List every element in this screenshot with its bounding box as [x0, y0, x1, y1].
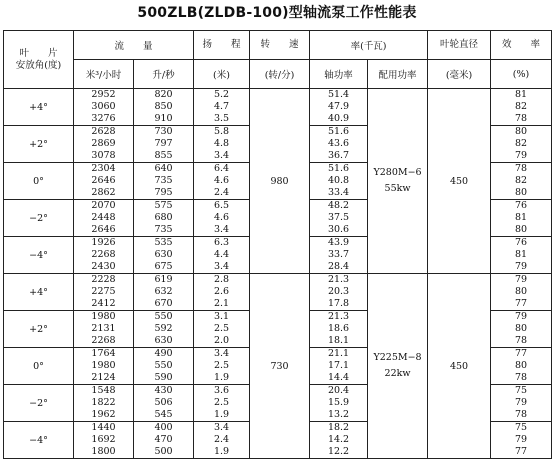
- impeller-diameter-cell: 450: [428, 89, 491, 274]
- shaft-power-cell-value: 48.2: [327, 200, 350, 211]
- motor-power-cell: [368, 274, 428, 459]
- flow-ls-cell-value: 820: [154, 89, 173, 100]
- flow-m3h-cell-value: 3060: [91, 101, 116, 112]
- shaft-power-cell: [310, 237, 368, 274]
- efficiency-cell-value: 75: [514, 422, 528, 433]
- head-cell: [194, 422, 250, 459]
- efficiency-cell-value: 77: [514, 348, 528, 359]
- efficiency-cell-value: 81: [514, 212, 528, 223]
- flow-ls-cell-value: 535: [154, 237, 173, 248]
- shaft-power-cell-value: 51.6: [327, 126, 350, 137]
- flow-m3h-cell: [74, 89, 134, 126]
- header-blade-angle: 叶 片 安放角(度): [4, 31, 74, 89]
- flow-m3h-cell: [74, 274, 134, 311]
- flow-m3h-cell: [74, 422, 134, 459]
- shaft-power-cell-value: 43.6: [327, 138, 350, 149]
- head-cell-value: 3.4: [213, 224, 230, 235]
- head-cell: [194, 163, 250, 200]
- table-body: [4, 89, 552, 459]
- flow-m3h-cell: [74, 126, 134, 163]
- blade-angle-cell: +2°: [4, 311, 74, 348]
- shaft-power-cell: [310, 126, 368, 163]
- head-cell-value: 3.4: [213, 150, 230, 161]
- motor-power-cell: [368, 89, 428, 274]
- flow-m3h-cell-value: 2952: [91, 89, 116, 100]
- head-cell: [194, 348, 250, 385]
- blade-angle-cell: −4°: [4, 237, 74, 274]
- flow-m3h-cell: [74, 348, 134, 385]
- flow-m3h-cell: [74, 311, 134, 348]
- flow-ls-cell-value: 550: [154, 360, 173, 371]
- table-row: [4, 274, 552, 311]
- performance-table: [3, 30, 552, 459]
- shaft-power-cell-value: 40.8: [327, 175, 350, 186]
- flow-m3h-cell-value: 2646: [91, 224, 116, 235]
- flow-ls-cell-value: 795: [154, 187, 173, 198]
- flow-ls-cell-value: 619: [154, 274, 173, 285]
- shaft-power-cell-value: 37.5: [327, 212, 350, 223]
- head-cell-value: 6.5: [213, 200, 230, 211]
- header-efficiency: 效 率: [491, 31, 552, 60]
- shaft-power-cell-value: 14.2: [327, 434, 350, 445]
- head-cell-value: 2.6: [213, 286, 230, 297]
- blade-angle-cell: −2°: [4, 200, 74, 237]
- head-cell-value: 1.9: [213, 409, 230, 420]
- flow-ls-cell-value: 910: [154, 113, 173, 124]
- flow-ls-cell-value: 400: [154, 422, 173, 433]
- flow-ls-cell-value: 590: [154, 372, 173, 383]
- flow-m3h-cell-value: 2070: [91, 200, 116, 211]
- flow-ls-cell: [134, 89, 194, 126]
- blade-angle-cell: +2°: [4, 126, 74, 163]
- head-cell-value: 2.1: [213, 298, 230, 309]
- efficiency-cell: [491, 163, 552, 200]
- flow-m3h-cell-value: 2228: [91, 274, 116, 285]
- efficiency-cell-value: 79: [514, 261, 528, 272]
- flow-m3h-cell-value: 1980: [91, 360, 116, 371]
- flow-m3h-cell: [74, 200, 134, 237]
- header-head: 扬 程: [194, 31, 250, 60]
- impeller-diameter-cell: 450: [428, 274, 491, 459]
- efficiency-cell-value: 82: [514, 101, 528, 112]
- flow-m3h-cell: [74, 385, 134, 422]
- flow-m3h-cell-value: 2304: [91, 163, 116, 174]
- shaft-power-cell-value: 21.3: [327, 311, 350, 322]
- head-cell-value: 3.6: [213, 385, 230, 396]
- efficiency-cell: [491, 89, 552, 126]
- motor-power-value: Y280M−6: [373, 167, 422, 178]
- head-cell-value: 6.3: [213, 237, 230, 248]
- shaft-power-cell: [310, 311, 368, 348]
- header-power: 率(千瓦): [310, 31, 428, 60]
- head-cell-value: 5.8: [213, 126, 230, 137]
- efficiency-cell-value: 76: [514, 237, 528, 248]
- head-cell-value: 2.5: [213, 323, 230, 334]
- shaft-power-cell-value: 18.2: [327, 422, 350, 433]
- shaft-power-cell: [310, 89, 368, 126]
- flow-ls-cell-value: 630: [154, 335, 173, 346]
- head-cell-value: 4.6: [213, 175, 230, 186]
- shaft-power-cell: [310, 348, 368, 385]
- flow-m3h-cell-value: 2268: [91, 335, 116, 346]
- flow-ls-cell: [134, 422, 194, 459]
- motor-power-value: 55kw: [384, 183, 411, 194]
- flow-m3h-cell-value: 1980: [91, 311, 116, 322]
- flow-ls-cell-value: 797: [154, 138, 173, 149]
- efficiency-cell-value: 80: [514, 323, 528, 334]
- flow-m3h-cell-value: 3078: [91, 150, 116, 161]
- shaft-power-cell: [310, 200, 368, 237]
- shaft-power-cell-value: 30.6: [327, 224, 350, 235]
- flow-ls-cell-value: 630: [154, 249, 173, 260]
- shaft-power-cell-value: 18.1: [327, 335, 350, 346]
- header-flow: 流 量: [74, 31, 194, 60]
- motor-power-value: Y225M−8: [373, 352, 422, 363]
- efficiency-cell-value: 75: [514, 385, 528, 396]
- efficiency-cell-value: 78: [514, 163, 528, 174]
- efficiency-cell-value: 80: [514, 126, 528, 137]
- flow-m3h-cell-value: 1692: [91, 434, 116, 445]
- head-cell: [194, 200, 250, 237]
- flow-ls-cell-value: 506: [154, 397, 173, 408]
- efficiency-cell-value: 78: [514, 409, 528, 420]
- flow-ls-cell-value: 670: [154, 298, 173, 309]
- shaft-power-cell-value: 33.4: [327, 187, 350, 198]
- flow-m3h-cell-value: 2412: [91, 298, 116, 309]
- efficiency-cell-value: 82: [514, 138, 528, 149]
- header-motor-power: 配用功率: [368, 60, 428, 89]
- flow-ls-cell-value: 500: [154, 446, 173, 457]
- head-cell: [194, 311, 250, 348]
- efficiency-cell: [491, 237, 552, 274]
- shaft-power-cell-value: 51.4: [327, 89, 350, 100]
- efficiency-cell: [491, 311, 552, 348]
- shaft-power-cell-value: 28.4: [327, 261, 350, 272]
- shaft-power-cell-value: 14.4: [327, 372, 350, 383]
- header-head-unit: (米): [194, 60, 250, 89]
- flow-ls-cell: [134, 237, 194, 274]
- flow-ls-cell: [134, 311, 194, 348]
- head-cell-value: 1.9: [213, 372, 230, 383]
- flow-ls-cell-value: 470: [154, 434, 173, 445]
- shaft-power-cell-value: 12.2: [327, 446, 350, 457]
- head-cell-value: 3.1: [213, 311, 230, 322]
- flow-ls-cell-value: 850: [154, 101, 173, 112]
- efficiency-cell-value: 79: [514, 397, 528, 408]
- blade-angle-cell: −4°: [4, 422, 74, 459]
- flow-ls-cell-value: 640: [154, 163, 173, 174]
- head-cell-value: 4.8: [213, 138, 230, 149]
- flow-ls-cell-value: 730: [154, 126, 173, 137]
- flow-ls-cell: [134, 348, 194, 385]
- flow-ls-cell: [134, 274, 194, 311]
- shaft-power-cell: [310, 163, 368, 200]
- shaft-power-cell: [310, 422, 368, 459]
- head-cell-value: 3.4: [213, 261, 230, 272]
- flow-m3h-cell-value: 1548: [91, 385, 116, 396]
- head-cell-value: 2.0: [213, 335, 230, 346]
- shaft-power-cell-value: 36.7: [327, 150, 350, 161]
- flow-ls-cell-value: 735: [154, 175, 173, 186]
- shaft-power-cell-value: 40.9: [327, 113, 350, 124]
- shaft-power-cell-value: 17.8: [327, 298, 350, 309]
- header-flow-ls: 升/秒: [134, 60, 194, 89]
- shaft-power-cell: [310, 274, 368, 311]
- blade-angle-cell: 0°: [4, 163, 74, 200]
- flow-m3h-cell-value: 1764: [91, 348, 116, 359]
- flow-m3h-cell-value: 1822: [91, 397, 116, 408]
- efficiency-cell: [491, 200, 552, 237]
- flow-ls-cell: [134, 385, 194, 422]
- flow-m3h-cell-value: 2124: [91, 372, 116, 383]
- flow-ls-cell-value: 735: [154, 224, 173, 235]
- shaft-power-cell-value: 33.7: [327, 249, 350, 260]
- flow-ls-cell-value: 632: [154, 286, 173, 297]
- flow-m3h-cell-value: 1440: [91, 422, 116, 433]
- flow-ls-cell: [134, 200, 194, 237]
- flow-ls-cell-value: 855: [154, 150, 173, 161]
- motor-power-value: 22kw: [384, 368, 411, 379]
- efficiency-cell: [491, 422, 552, 459]
- head-cell: [194, 89, 250, 126]
- efficiency-cell-value: 77: [514, 446, 528, 457]
- head-cell-value: 3.5: [213, 113, 230, 124]
- efficiency-cell: [491, 385, 552, 422]
- efficiency-cell-value: 80: [514, 224, 528, 235]
- efficiency-cell-value: 79: [514, 150, 528, 161]
- head-cell: [194, 126, 250, 163]
- shaft-power-cell-value: 17.1: [327, 360, 350, 371]
- shaft-power-cell-value: 43.9: [327, 237, 350, 248]
- flow-m3h-cell-value: 2430: [91, 261, 116, 272]
- efficiency-cell: [491, 274, 552, 311]
- flow-ls-cell: [134, 163, 194, 200]
- head-cell-value: 2.4: [213, 187, 230, 198]
- header-speed-unit: (转/分): [250, 60, 310, 89]
- flow-ls-cell-value: 675: [154, 261, 173, 272]
- flow-m3h-cell-value: 2268: [91, 249, 116, 260]
- shaft-power-cell-value: 18.6: [327, 323, 350, 334]
- head-cell-value: 6.4: [213, 163, 230, 174]
- shaft-power-cell-value: 15.9: [327, 397, 350, 408]
- flow-m3h-cell: [74, 237, 134, 274]
- flow-m3h-cell-value: 3276: [91, 113, 116, 124]
- head-cell-value: 5.2: [213, 89, 230, 100]
- flow-m3h-cell-value: 2869: [91, 138, 116, 149]
- head-cell-value: 4.7: [213, 101, 230, 112]
- flow-ls-cell-value: 490: [154, 348, 173, 359]
- flow-m3h-cell-value: 2275: [91, 286, 116, 297]
- header-flow-m3h: 米³/小时: [74, 60, 134, 89]
- head-cell-value: 2.4: [213, 434, 230, 445]
- table-title: 500ZLB(ZLDB-100)型轴流泵工作性能表: [137, 5, 417, 21]
- blade-angle-cell: 0°: [4, 348, 74, 385]
- efficiency-cell-value: 80: [514, 360, 528, 371]
- flow-m3h-cell-value: 1926: [91, 237, 116, 248]
- flow-m3h-cell-value: 2646: [91, 175, 116, 186]
- efficiency-cell-value: 78: [514, 113, 528, 124]
- efficiency-cell: [491, 126, 552, 163]
- header-efficiency-unit: (%): [491, 60, 552, 89]
- efficiency-cell-value: 77: [514, 298, 528, 309]
- flow-m3h-cell-value: 2628: [91, 126, 116, 137]
- efficiency-cell-value: 81: [514, 89, 528, 100]
- head-cell: [194, 237, 250, 274]
- flow-ls-cell: [134, 126, 194, 163]
- speed-cell: 730: [250, 274, 310, 459]
- efficiency-cell-value: 78: [514, 372, 528, 383]
- header-shaft-power: 轴功率: [310, 60, 368, 89]
- efficiency-cell-value: 80: [514, 286, 528, 297]
- flow-ls-cell-value: 575: [154, 200, 173, 211]
- head-cell-value: 4.6: [213, 212, 230, 223]
- shaft-power-cell-value: 20.3: [327, 286, 350, 297]
- flow-m3h-cell-value: 1800: [91, 446, 116, 457]
- efficiency-cell-value: 78: [514, 335, 528, 346]
- speed-cell: 980: [250, 89, 310, 274]
- head-cell-value: 2.8: [213, 274, 230, 285]
- flow-ls-cell-value: 550: [154, 311, 173, 322]
- shaft-power-cell-value: 20.4: [327, 385, 350, 396]
- flow-m3h-cell: [74, 163, 134, 200]
- efficiency-cell-value: 82: [514, 175, 528, 186]
- flow-ls-cell-value: 592: [154, 323, 173, 334]
- blade-angle-cell: +4°: [4, 274, 74, 311]
- shaft-power-cell-value: 21.1: [327, 348, 350, 359]
- header-impeller-unit: (毫米): [428, 60, 491, 89]
- flow-m3h-cell-value: 2862: [91, 187, 116, 198]
- head-cell-value: 3.4: [213, 422, 230, 433]
- flow-m3h-cell-value: 1962: [91, 409, 116, 420]
- shaft-power-cell-value: 47.9: [327, 101, 350, 112]
- shaft-power-cell-value: 51.6: [327, 163, 350, 174]
- shaft-power-cell-value: 21.3: [327, 274, 350, 285]
- shaft-power-cell-value: 13.2: [327, 409, 350, 420]
- shaft-power-cell: [310, 385, 368, 422]
- header-impeller: 叶轮直径: [428, 31, 491, 60]
- blade-angle-cell: −2°: [4, 385, 74, 422]
- efficiency-cell-value: 81: [514, 249, 528, 260]
- flow-ls-cell-value: 545: [154, 409, 173, 420]
- head-cell-value: 3.4: [213, 348, 230, 359]
- efficiency-cell: [491, 348, 552, 385]
- head-cell-value: 2.5: [213, 360, 230, 371]
- head-cell-value: 2.5: [213, 397, 230, 408]
- table-row: [4, 89, 552, 126]
- efficiency-cell-value: 79: [514, 274, 528, 285]
- head-cell: [194, 274, 250, 311]
- efficiency-cell-value: 76: [514, 200, 528, 211]
- efficiency-cell-value: 80: [514, 187, 528, 198]
- head-cell: [194, 385, 250, 422]
- flow-m3h-cell-value: 2131: [91, 323, 116, 334]
- header-speed: 转 速: [250, 31, 310, 60]
- efficiency-cell-value: 79: [514, 434, 528, 445]
- head-cell-value: 1.9: [213, 446, 230, 457]
- flow-ls-cell-value: 680: [154, 212, 173, 223]
- head-cell-value: 4.4: [213, 249, 230, 260]
- efficiency-cell-value: 79: [514, 311, 528, 322]
- flow-ls-cell-value: 430: [154, 385, 173, 396]
- blade-angle-cell: +4°: [4, 89, 74, 126]
- flow-m3h-cell-value: 2448: [91, 212, 116, 223]
